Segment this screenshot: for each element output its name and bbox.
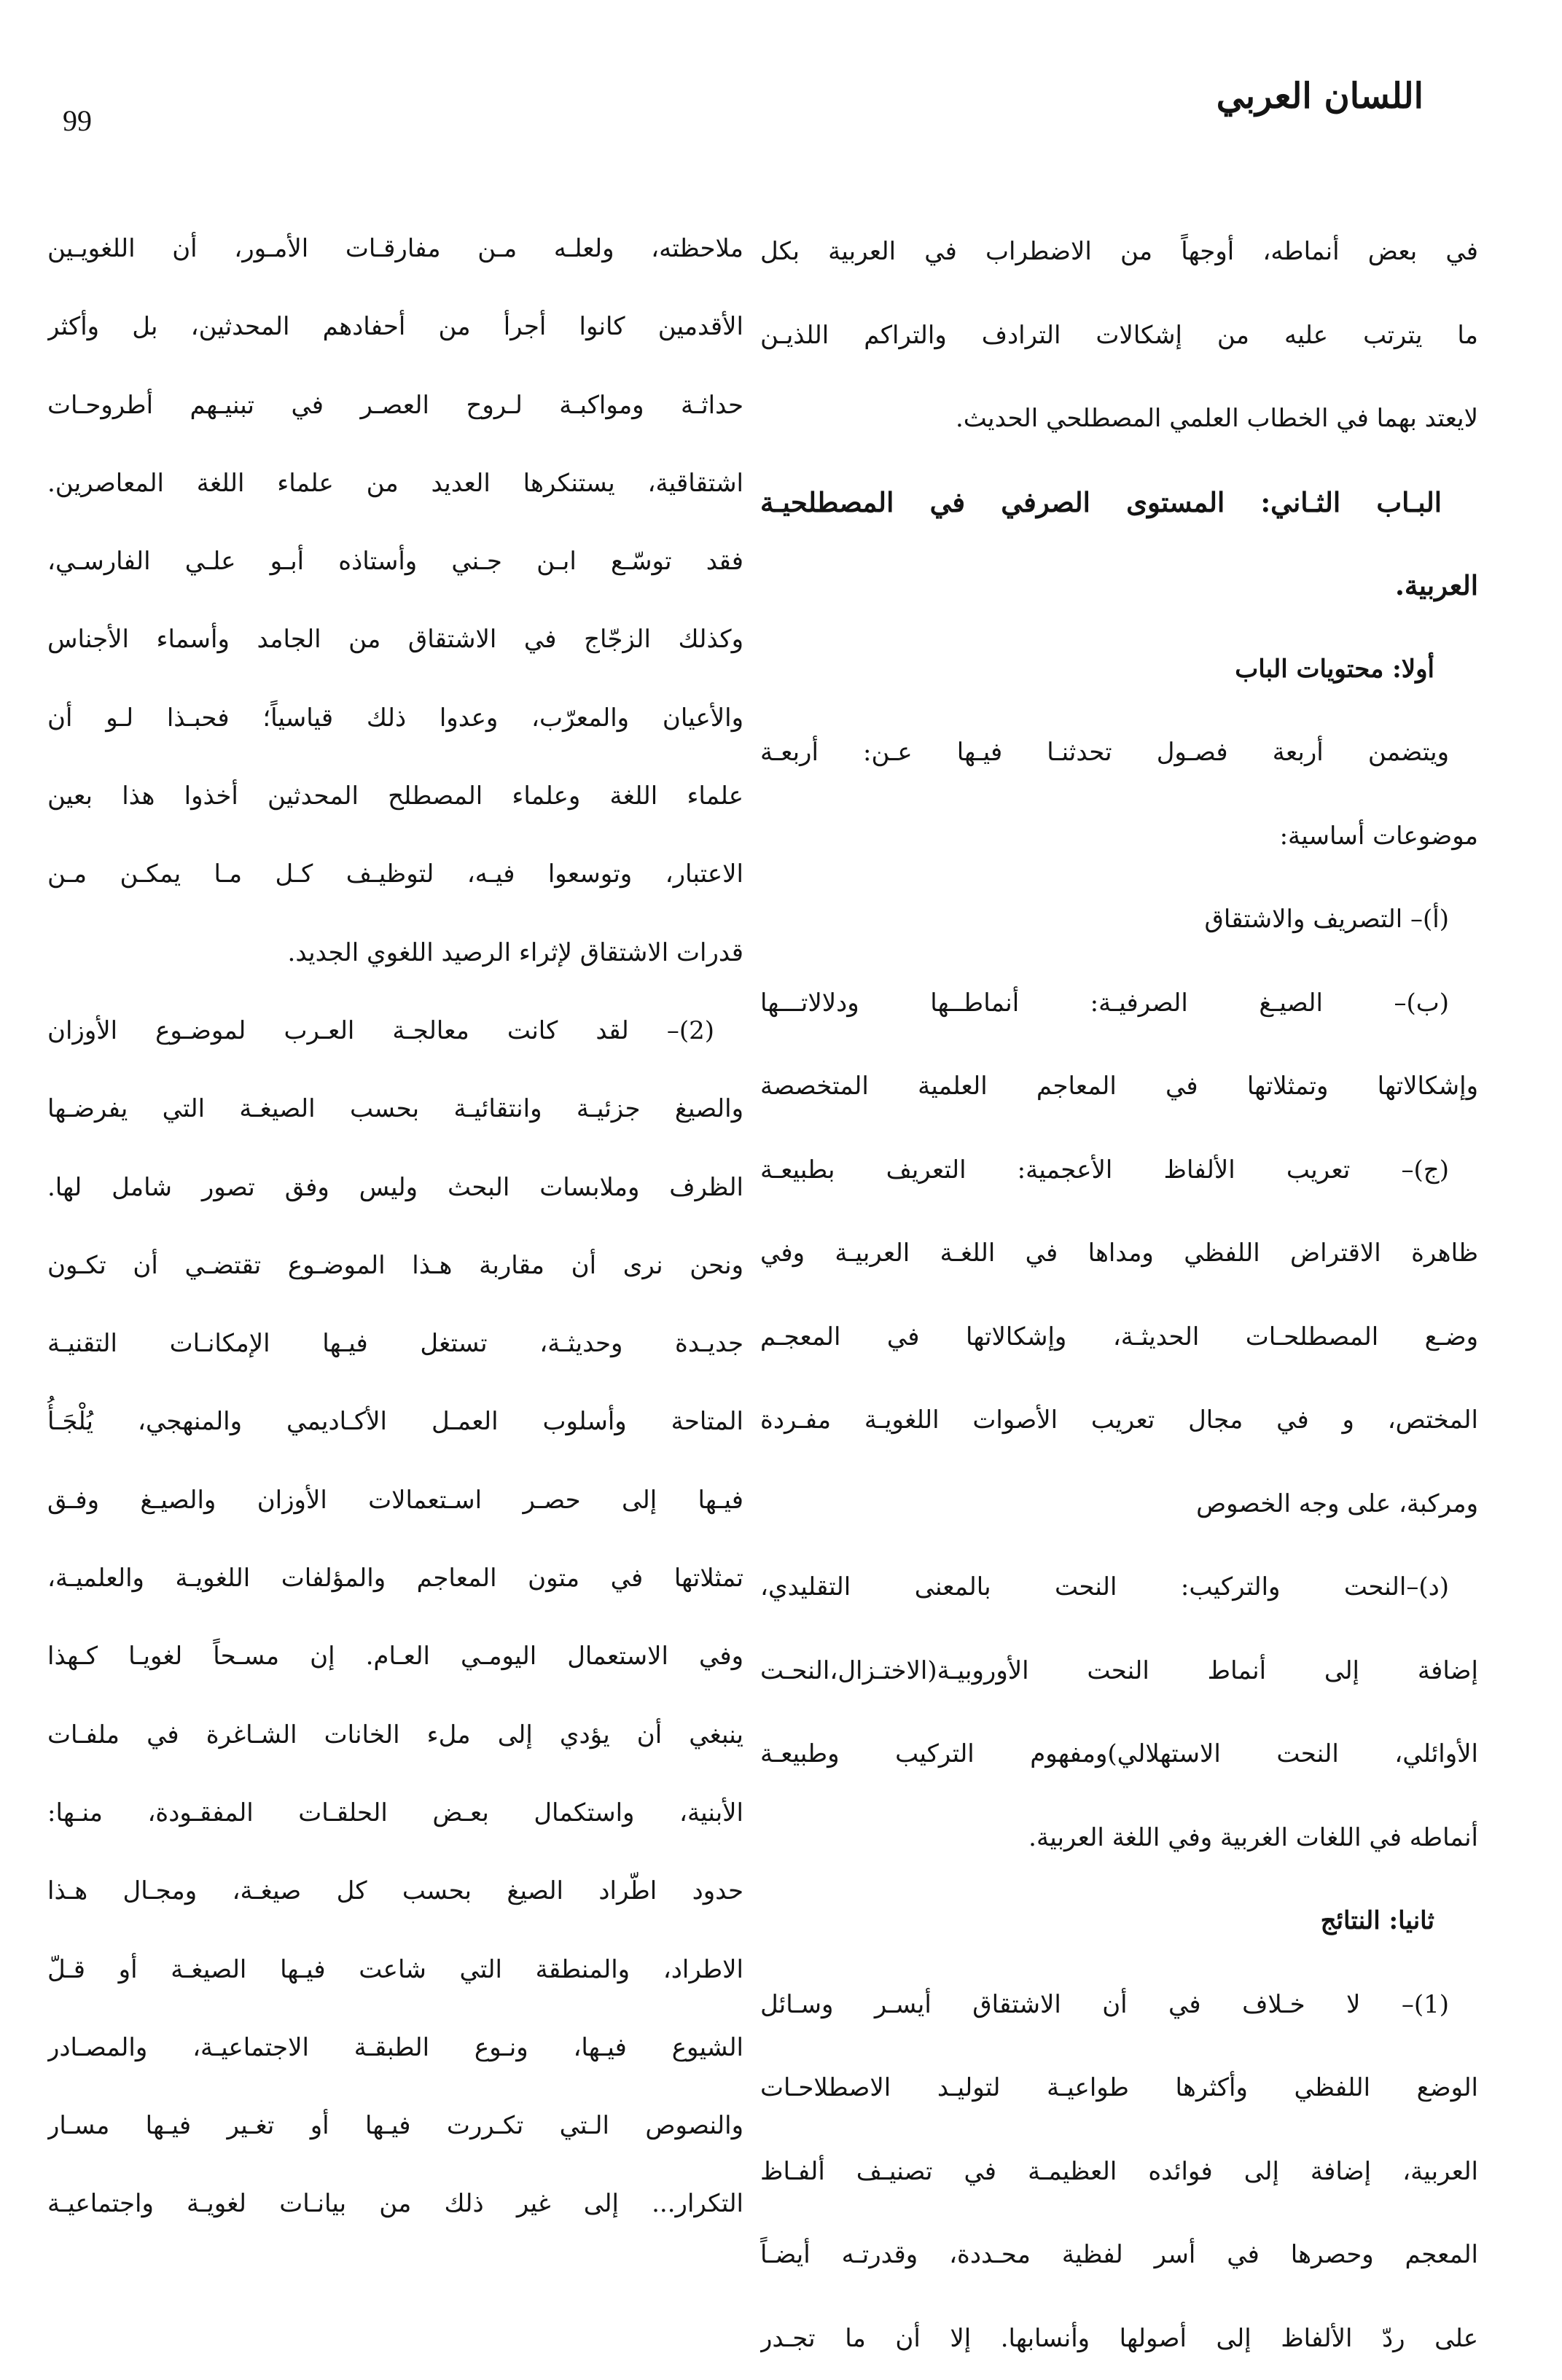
left-column	[47, 210, 743, 2244]
list-item: (ج)– تعريب الألفاظ الأعجمية: التعريف بطبيعـة	[760, 1128, 1478, 1212]
text-line: الأقدمين كانوا أجرأ من أحفادهم المحدثين، بل وأكثر	[47, 288, 743, 366]
text-line: العربية، إضافة إلى فوائده العظيمـة في تصنيـف ألفـاظ	[760, 2130, 1478, 2214]
text-line: ويتضمن أربعة فصـول تحدثنـا فيـها عـن: أربعـة	[760, 711, 1478, 795]
text-line: (1)– لا خـلاف في أن الاشتقاق أيسـر وسـائل	[760, 1963, 1478, 2047]
text-line: لايعتد بهما في الخطاب العلمي المصطلحي الحديث.	[760, 377, 1478, 461]
text-line: ظاهرة الاقتراض اللفظي ومداها في اللغـة العربيـة وفي	[760, 1212, 1478, 1295]
text-line: والنصوص الـتي تكـررت فيـها أو تغـير فيـها مسـار	[47, 2087, 743, 2165]
text-line: حدود اطّراد الصيغ بحسب كل صيغـة، ومجـال هـذا	[47, 1852, 743, 1930]
text-line: وإشكالاتها وتمثلاتها في المعاجم العلمية المتخصصة	[760, 1045, 1478, 1128]
text-line: على ردّ الألفاظ إلى أصولها وأنسابها. إلا أن ما تجـدر	[760, 2297, 1478, 2380]
text-line: المعجم وحصرها في أسر لفظية محـددة، وقدرتـه أيضـاً	[760, 2213, 1478, 2297]
text-line: الأبنية، واستكمال بعـض الحلقـات المفقـودة، منـها:	[47, 1774, 743, 1852]
text-line: جديـدة وحديثـة، تستغل فيـها الإمكانـات التقنيـة	[47, 1305, 743, 1383]
text-line: الأوائلي، النحت الاستهلالي)ومفهوم التركيب وطبيعـة	[760, 1712, 1478, 1796]
text-line: والأعيان والمعرّب، وعدوا ذلك قياسياً؛ فحبـذا لـو أن	[47, 679, 743, 757]
text-line: تمثلاتها في متون المعاجم والمؤلفات اللغويـة والعلميـة،	[47, 1540, 743, 1618]
text-line: المختص، و في مجال تعريب الأصوات اللغويـة مفـردة	[760, 1378, 1478, 1462]
text-line: وفي الاستعمال اليومـي العـام. إن مسـحاً لغويـا كـهذا	[47, 1618, 743, 1696]
text-line: في بعض أنماطه، أوجهاً من الاضطراب في العربية بكل	[760, 210, 1478, 294]
journal-title: اللسان العربي	[1217, 76, 1424, 117]
text-line: ومركبة، على وجه الخصوص	[760, 1462, 1478, 1546]
text-line: المتاحة وأسلوب العمـل الأكـاديمي والمنهجي، يُلْجَـأُ	[47, 1383, 743, 1461]
text-line: اشتقاقية، يستنكرها العديد من علماء اللغة المعاصرين.	[47, 445, 743, 523]
text-line: الاعتبار، وتوسعوا فيـه، لتوظيـف كـل مـا يمكـن مـن	[47, 835, 743, 913]
text-line: علماء اللغة وعلماء المصطلح المحدثين أخذوا هذا بعين	[47, 757, 743, 835]
subsection-heading: أولا: محتويات الباب	[760, 628, 1478, 711]
text-line: (2)– لقد كانت معالجـة العـرب لموضـوع الأوزان	[47, 992, 743, 1070]
text-line: والصيغ جزئيـة وانتقائيـة بحسب الصيغـة التي يفرضـها	[47, 1070, 743, 1148]
subsection-heading: ثانيا: النتائج	[760, 1879, 1478, 1963]
text-line: قدرات الاشتقاق لإثراء الرصيد اللغوي الجديد.	[47, 914, 743, 992]
text-line: الاطراد، والمنطقة التي شاعت فيـها الصيغـة أو قـلّ	[47, 1931, 743, 2009]
text-line: فقد توسّـع ابـن جـني وأستاذه أبـو علـي الفارسـي،	[47, 523, 743, 601]
list-item: (د)–النحت والتركيب: النحت بالمعنى التقليدي،	[760, 1545, 1478, 1629]
text-line: ما يترتب عليه من إشكالات الترادف والتراكم اللذيـن	[760, 294, 1478, 378]
section-heading-cont: العربية.	[760, 544, 1478, 628]
text-line: إضافة إلى أنماط النحت الأوروبيـة(الاختـزال،النحـت	[760, 1629, 1478, 1713]
text-line: التكرار... إلى غير ذلك من بيانـات لغويـة واجتماعيـة	[47, 2165, 743, 2243]
text-line: حداثـة ومواكبـة لـروح العصـر في تبنيـهم أطروحـات	[47, 367, 743, 445]
list-item: (أ)– التصريف والاشتقاق	[760, 878, 1478, 961]
page-number: 99	[63, 104, 92, 138]
text-line: وضـع المصطلحـات الحديثـة، وإشكالاتها في المعجـم	[760, 1295, 1478, 1379]
text-line: موضوعات أساسية:	[760, 795, 1478, 878]
text-line: فيـها إلى حصـر اسـتعمالات الأوزان والصيـغ وفـق	[47, 1462, 743, 1540]
text-line: الظرف وملابسات البحث وليس وفق تصور شامل لها.	[47, 1149, 743, 1227]
text-line: ونحن نرى أن مقاربة هـذا الموضـوع تقتضـي أن تكـون	[47, 1227, 743, 1305]
text-line: أنماطه في اللغات الغربية وفي اللغة العربية.	[760, 1796, 1478, 1880]
text-line: الوضع اللفظي وأكثرها طواعيـة لتوليـد الاصطلاحـات	[760, 2046, 1478, 2130]
text-line: ينبغي أن يؤدي إلى ملء الخانات الشـاغرة في ملفـات	[47, 1696, 743, 1774]
text-line: وكذلك الزجّاج في الاشتقاق من الجامد وأسماء الأجناس	[47, 601, 743, 679]
list-item: (ب)– الصيـغ الصرفيـة: أنماطــها ودلالاتـــها	[760, 961, 1478, 1045]
text-line: الشيوع فيـها، ونـوع الطبقـة الاجتماعيـة، والمصـادر	[47, 2009, 743, 2087]
section-heading: البـاب الثـاني: المستوى الصرفي في المصطلحيـة	[760, 461, 1478, 545]
right-column	[760, 210, 1478, 2380]
text-line: ملاحظته، ولعلـه مـن مفارقـات الأمـور، أن اللغويـين	[47, 210, 743, 288]
